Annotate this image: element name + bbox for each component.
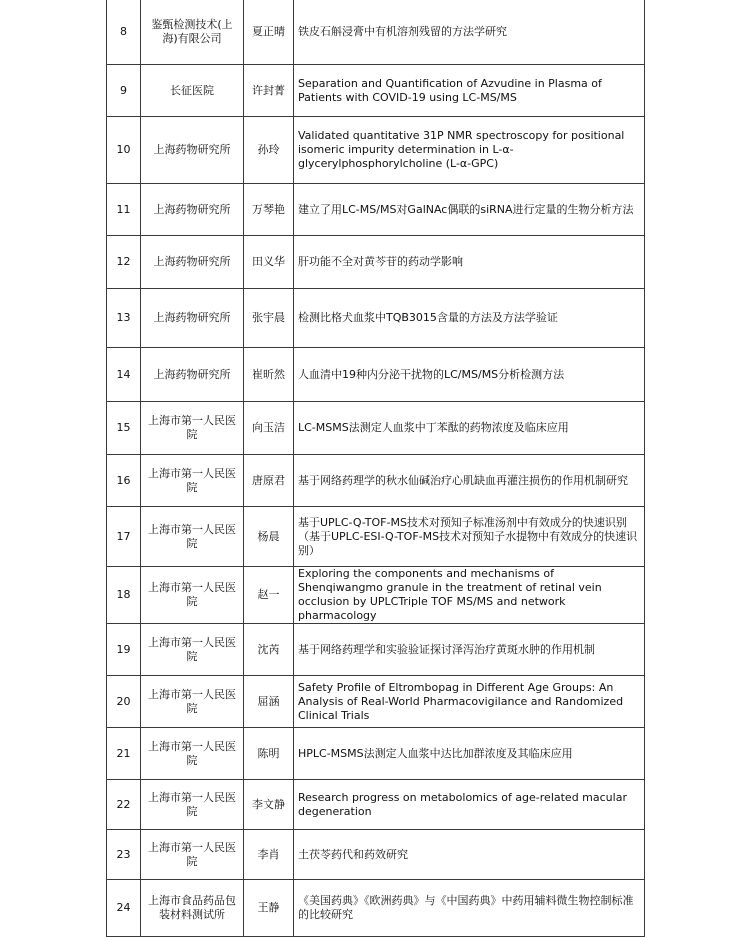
row-unit: 上海市第一人民医院 (141, 455, 244, 507)
row-unit: 上海市第一人民医院 (141, 780, 244, 830)
row-title: 基于网络药理学和实验验证探讨泽泻治疗黄斑水肿的作用机制 (294, 624, 645, 676)
row-unit: 上海市第一人民医院 (141, 402, 244, 455)
table-row (107, 455, 645, 507)
table-row (107, 117, 645, 184)
row-author: 许封菁 (244, 65, 294, 117)
row-author: 李肖 (244, 830, 294, 880)
row-title: LC-MSMS法测定人血浆中丁苯酞的药物浓度及临床应用 (294, 402, 645, 455)
row-author: 唐原君 (244, 455, 294, 507)
row-number: 15 (107, 402, 141, 455)
table-row (107, 184, 645, 236)
row-title: 检测比格犬血浆中TQB3015含量的方法及方法学验证 (294, 289, 645, 348)
row-author: 李文静 (244, 780, 294, 830)
row-number: 21 (107, 728, 141, 780)
table-row (107, 728, 645, 780)
row-number: 12 (107, 236, 141, 289)
row-author: 王静 (244, 880, 294, 937)
table-row (107, 289, 645, 348)
row-title: 铁皮石斛浸膏中有机溶剂残留的方法学研究 (294, 0, 645, 65)
table-row (107, 676, 645, 728)
papers-table-body (107, 0, 645, 937)
row-author: 赵一 (244, 567, 294, 624)
row-number: 22 (107, 780, 141, 830)
table-row (107, 348, 645, 402)
papers-table (106, 0, 645, 937)
row-unit: 上海市第一人民医院 (141, 567, 244, 624)
row-number: 10 (107, 117, 141, 184)
row-number: 19 (107, 624, 141, 676)
row-title: Exploring the components and mechanisms of Shenqiwangmo granule in the treatment of retinal vein occlusion by UPLCTriple TOF MS/MS and network pharmacology (294, 567, 645, 624)
row-title: Separation and Quantification of Azvudine in Plasma of Patients with COVID-19 using LC-MS/MS (294, 65, 645, 117)
table-row (107, 830, 645, 880)
row-author: 沈芮 (244, 624, 294, 676)
row-title: 肝功能不全对黄芩苷的药动学影响 (294, 236, 645, 289)
table-row (107, 780, 645, 830)
table-row (107, 567, 645, 624)
row-title: 基于网络药理学的秋水仙碱治疗心肌缺血再灌注损伤的作用机制研究 (294, 455, 645, 507)
row-number: 16 (107, 455, 141, 507)
row-title: 《美国药典》《欧洲药典》与《中国药典》中药用辅料微生物控制标准的比较研究 (294, 880, 645, 937)
table-row (107, 236, 645, 289)
row-unit: 鉴甄检测技术(上海)有限公司 (141, 0, 244, 65)
row-author: 屈涵 (244, 676, 294, 728)
table-row (107, 0, 645, 65)
row-unit: 上海市第一人民医院 (141, 507, 244, 567)
row-author: 张宇晨 (244, 289, 294, 348)
row-author: 崔昕然 (244, 348, 294, 402)
row-number: 9 (107, 65, 141, 117)
table-row (107, 880, 645, 937)
row-title: 人血清中19种内分泌干扰物的LC/MS/MS分析检测方法 (294, 348, 645, 402)
row-unit: 上海市食品药品包装材料测试所 (141, 880, 244, 937)
row-unit: 上海市第一人民医院 (141, 624, 244, 676)
row-author: 万琴艳 (244, 184, 294, 236)
row-unit: 上海药物研究所 (141, 289, 244, 348)
row-author: 田义华 (244, 236, 294, 289)
row-number: 23 (107, 830, 141, 880)
table-row (107, 507, 645, 567)
row-number: 8 (107, 0, 141, 65)
row-unit: 上海市第一人民医院 (141, 728, 244, 780)
row-author: 陈明 (244, 728, 294, 780)
table-row (107, 65, 645, 117)
row-title: 土茯苓药代和药效研究 (294, 830, 645, 880)
row-author: 杨晨 (244, 507, 294, 567)
row-title: Validated quantitative 31P NMR spectroscopy for positional isomeric impurity determination in L-α-glycerylphosphorylcholine (L-α-GPC) (294, 117, 645, 184)
row-title: 基于UPLC-Q-TOF-MS技术对预知子标准汤剂中有效成分的快速识别（基于UPLC-ESI-Q-TOF-MS技术对预知子水提物中有效成分的快速识别） (294, 507, 645, 567)
row-number: 17 (107, 507, 141, 567)
row-title: 建立了用LC-MS/MS对GalNAc偶联的siRNA进行定量的生物分析方法 (294, 184, 645, 236)
row-title: Research progress on metabolomics of age-related macular degeneration (294, 780, 645, 830)
row-number: 24 (107, 880, 141, 937)
row-unit: 上海药物研究所 (141, 348, 244, 402)
row-unit: 上海药物研究所 (141, 236, 244, 289)
row-number: 13 (107, 289, 141, 348)
row-unit: 上海市第一人民医院 (141, 830, 244, 880)
row-number: 14 (107, 348, 141, 402)
row-author: 夏正晴 (244, 0, 294, 65)
row-author: 孙玲 (244, 117, 294, 184)
row-unit: 上海市第一人民医院 (141, 676, 244, 728)
table-row (107, 402, 645, 455)
row-author: 向玉洁 (244, 402, 294, 455)
row-number: 20 (107, 676, 141, 728)
table-row (107, 624, 645, 676)
row-number: 18 (107, 567, 141, 624)
row-unit: 上海药物研究所 (141, 117, 244, 184)
row-number: 11 (107, 184, 141, 236)
row-unit: 上海药物研究所 (141, 184, 244, 236)
row-title: Safety Profile of Eltrombopag in Different Age Groups: An Analysis of Real-World Pharmacovigilance and Randomized Clinical Trials (294, 676, 645, 728)
row-unit: 长征医院 (141, 65, 244, 117)
row-title: HPLC-MSMS法测定人血浆中达比加群浓度及其临床应用 (294, 728, 645, 780)
